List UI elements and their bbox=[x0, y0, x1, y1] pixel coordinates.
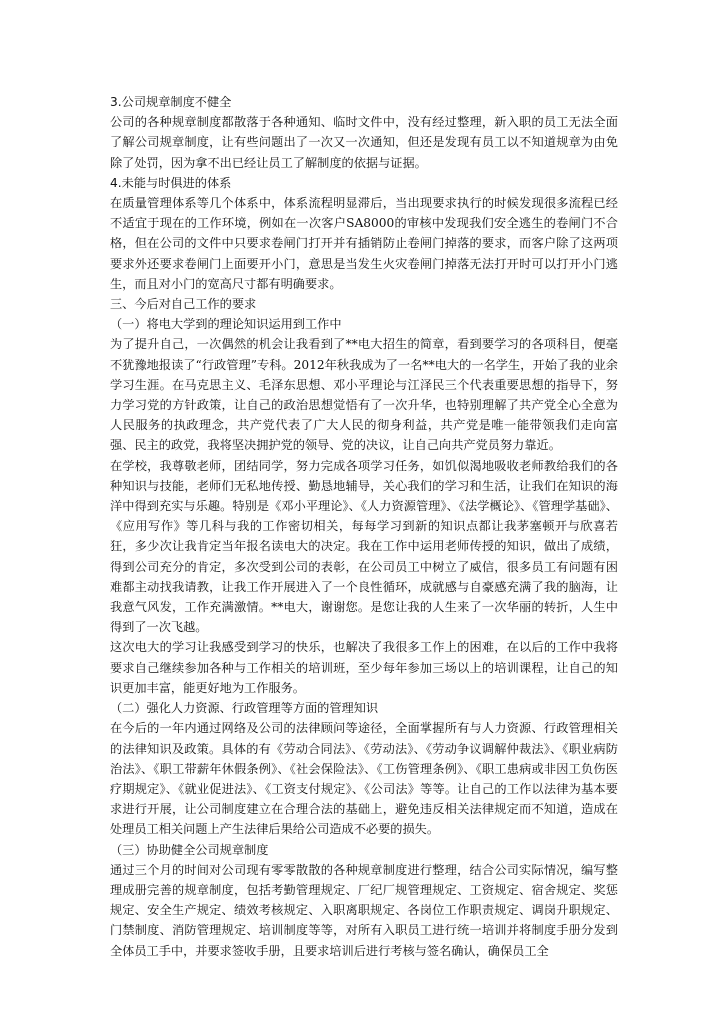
document-page bbox=[110, 92, 618, 961]
paragraph-system-outdated: 在质量管理体系等几个体系中，体系流程明显滞后，当出现要求执行的时候发现很多流程已经不适宜于现在的工作环境，例如在一次客户SA8000的审核中发现我们安全逃生的卷闸门不合格，但在公司的文件中只要求卷闸门打开并有插销防止卷闸门掉落的要求，而客户除了这两项要求外还要求卷闸门上面要开小门，意思是当发生火灾卷闸门掉落无法打开时可以打开小门逃生，而且对小门的宽高尺寸都有明确要求。 bbox=[110, 196, 618, 291]
heading-system-outdated: 4.未能与时俱进的体系 bbox=[110, 175, 232, 190]
paragraph-rules-handbook: 通过三个月的时间对公司现有零零散散的各种规章制度进行整理，结合公司实际情况，编写整理成册完善的规章制度，包括考勤管理规定、厂纪厂规管理规定、工资规定、宿舍规定、奖惩规定、安全生产规定、绩效考核规定、入职离职规定、各岗位工作职责规定、调岗升职规定、门禁制度、消防管理规定、培训制度等等，对所有入职员工进行统一培训并将制度手册分发到全体员工手中，并要求签收手册，且要求培训后进行考核与签名确认，确保员工全 bbox=[110, 862, 618, 958]
subsection-title-hr-knowledge: （二）强化人力资源、行政管理等方面的管理知识 bbox=[110, 701, 379, 716]
subsection-title-improve-rules: （三）协助健全公司规章制度 bbox=[110, 842, 269, 857]
subsection-title-apply-knowledge: （一）将电大学到的理论知识运用到工作中 bbox=[110, 317, 342, 332]
paragraph-school-life: 在学校，我尊敬老师，团结同学，努力完成各项学习任务，如饥似渴地吸收老师教给我们的各种知识与技能，老师们无私地传授、勤恳地辅导，关心我们的学习和生活，让我们在知识的海洋中得到充实与乐趣。特别是《邓小平理论》、《人力资源管理》、《法学概论》、《管理学基础》、《应用写作》等几科与我的工作密切相关，每每学习到新的知识点都让我茅塞顿开与欣喜若狂，多少次让我肯定当年报名读电大的决定。我在工作中运用老师传授的知识，做出了成绩，得到公司充分的肯定，多次受到公司的表彰，在公司员工中树立了威信，很多员工有问题有困难都主动找我请教，让我工作开展进入了一个良性循环，成就感与自豪感充满了我的脑海，让我意气风发，工作充满激情。**电大，谢谢您。是您让我的人生来了一次华丽的转折，人生中得到了一次飞越。 bbox=[110, 458, 618, 635]
paragraph-rules-incomplete: 公司的各种规章制度都散落于各种通知、临时文件中，没有经过整理，新入职的员工无法全面了解公司规章制度，让有些问题出了一次又一次通知，但还是发现有员工以不知道规章为由免除了处罚，因为拿不出已经让员工了解制度的依据与证据。 bbox=[110, 115, 618, 170]
heading-rules-incomplete: 3.公司规章制度不健全 bbox=[110, 95, 232, 109]
paragraph-enrollment: 为了提升自己，一次偶然的机会让我看到了**电大招生的简章，看到要学习的各项科目，便毫不犹豫地报读了“行政管理”专科。2012年秋我成为了一名**电大的一名学生，开始了我的业余学习生涯。在马克思主义、毛泽东思想、邓小平理论与江泽民三个代表重要思想的指导下，努力学习党的方针政策，让自己的政治思想觉悟有了一次升华，也特别理解了共产党全心全意为人民服务的执政理念，共产党代表了广大人民的彻身利益，共产党是唯一能带领我们走向富强、民主的政党，我将坚决拥护党的领导、党的决议，让自己向共产党员努力靠近。 bbox=[110, 337, 618, 453]
paragraph-continue-learning: 这次电大的学习让我感受到学习的快乐，也解决了我很多工作上的困难，在以后的工作中我将要求自己继续参加各种与工作相关的培训班，至少每年参加三场以上的培训课程，让自己的知识更加丰富，能更好地为工作服务。 bbox=[110, 640, 618, 695]
paragraph-laws: 在今后的一年内通过网络及公司的法律顾问等途径，全面掌握所有与人力资源、行政管理相关的法律知识及政策。具体的有《劳动合同法》、《劳动法》、《劳动争议调解仲裁法》、《职业病防治法》、《职工带薪年休假条例》、《社会保险法》、《工伤管理条例》、《职工患病或非因工负伤医疗期规定》、《就业促进法》、《工资支付规定》、《公司法》等等。让自己的工作以法律为基本要求进行开展，让公司制度建立在合理合法的基础上，避免违反相关法律规定而不知道，造成在处理员工相关问题上产生法律后果给公司造成不必要的损失。 bbox=[110, 721, 618, 837]
section-title-future-requirements: 三、今后对自己工作的要求 bbox=[110, 297, 257, 312]
